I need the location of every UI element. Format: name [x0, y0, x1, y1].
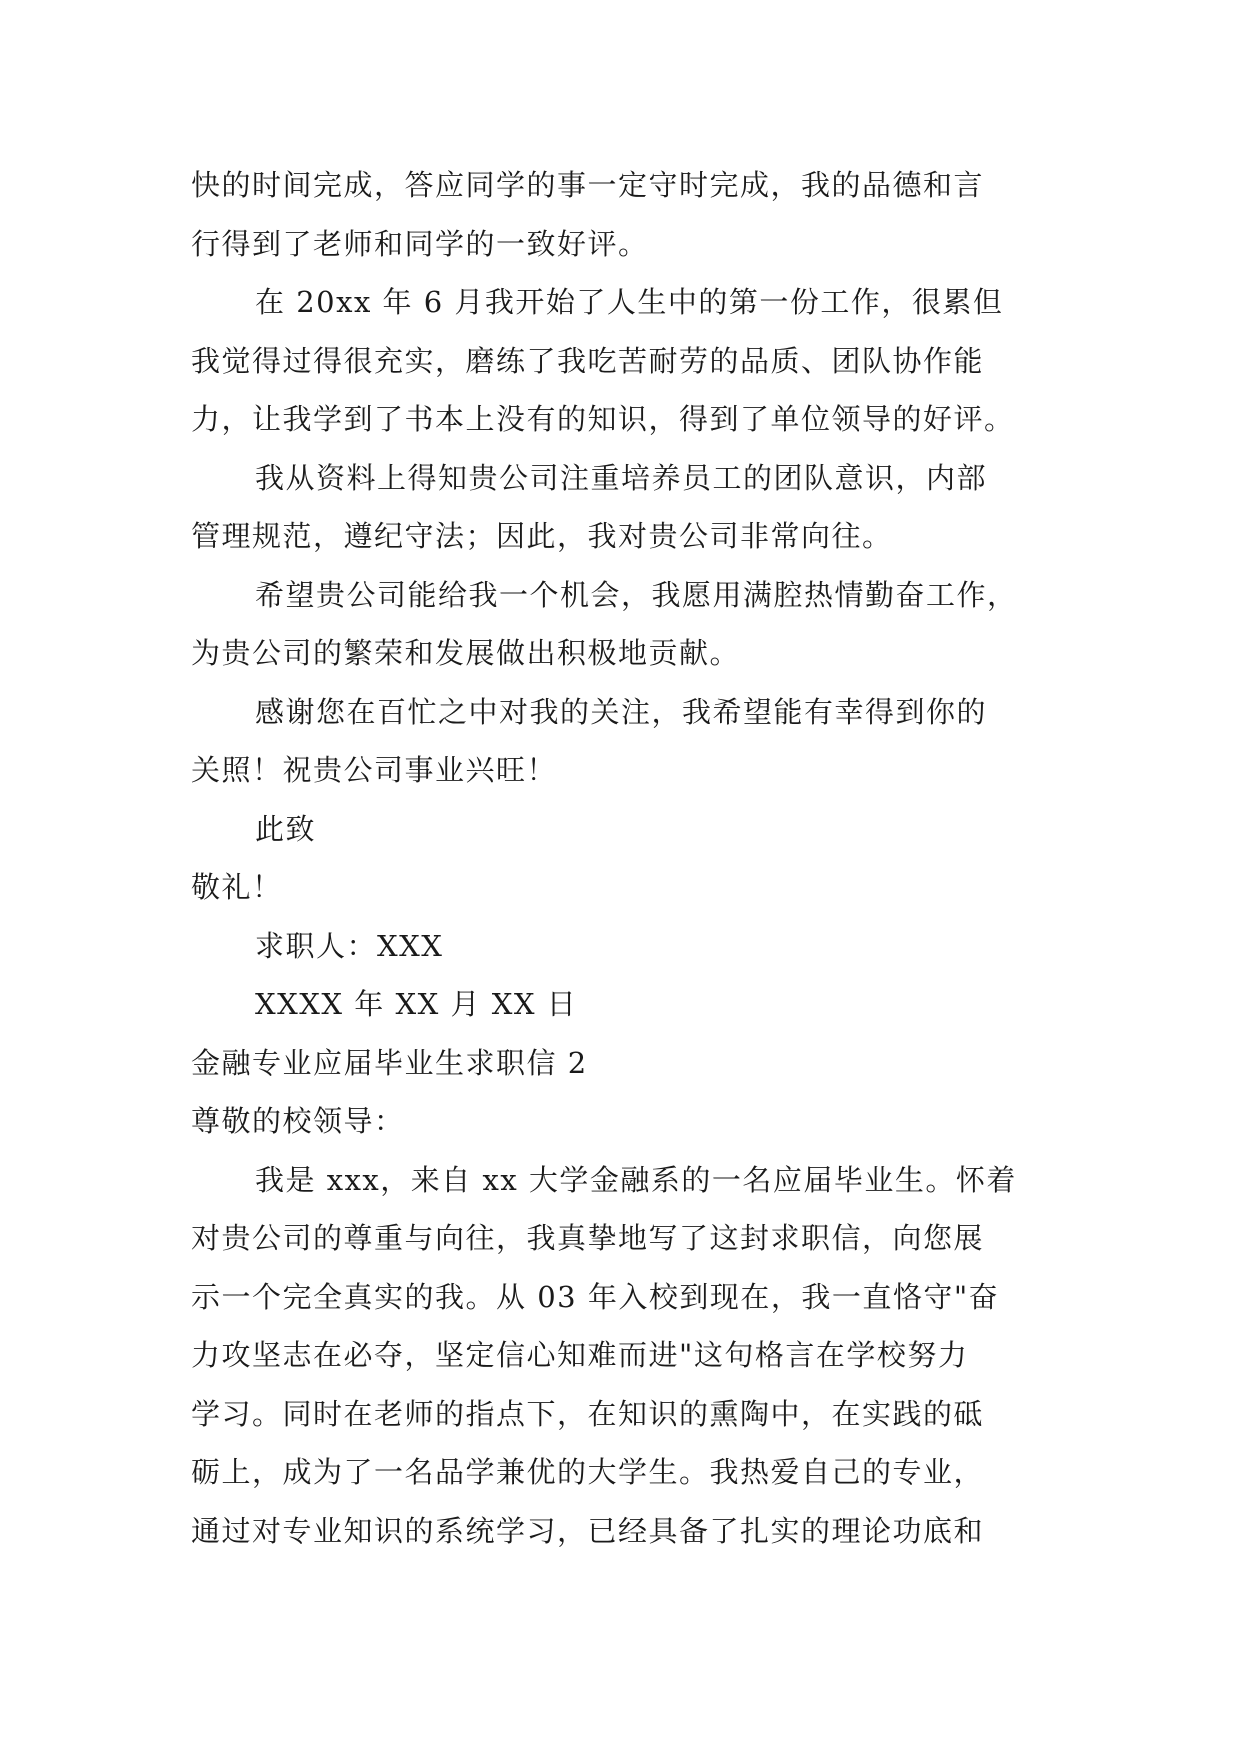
text-line: 快的时间完成，答应同学的事一定守时完成，我的品德和言	[191, 168, 985, 202]
text-line: 为贵公司的繁荣和发展做出积极地贡献。	[191, 636, 741, 670]
applicant-signature: 求职人：XXX	[255, 928, 444, 963]
closing-regards: 敬礼！	[191, 870, 283, 904]
text-line: 希望贵公司能给我一个机会，我愿用满腔热情勤奋工作，	[255, 577, 1018, 612]
text-line: 我从资料上得知贵公司注重培养员工的团队意识，内部	[255, 460, 988, 495]
text-line: 我觉得过得很充实，磨练了我吃苦耐劳的品质、团队协作能	[191, 343, 985, 378]
text-line: 力攻坚志在必夺，坚定信心知难而进"这句格言在学校努力	[191, 1338, 969, 1372]
greeting: 尊敬的校领导：	[191, 1104, 405, 1138]
text-line: 关照！祝贵公司事业兴旺！	[191, 753, 558, 787]
letter-body	[191, 156, 1061, 1560]
text-line: 在 20xx 年 6 月我开始了人生中的第一份工作，很累但	[255, 285, 1004, 319]
text-line: 行得到了老师和同学的一致好评。	[191, 226, 649, 261]
text-line: 力，让我学到了书本上没有的知识，得到了单位领导的好评。	[191, 402, 1015, 436]
text-line: 示一个完全真实的我。从 03 年入校到现在，我一直恪守"奋	[191, 1279, 1000, 1314]
text-line: 学习。同时在老师的指点下，在知识的熏陶中，在实践的砥	[191, 1396, 985, 1431]
text-line: 我是 xxx，来自 xx 大学金融系的一名应届毕业生。怀着	[255, 1162, 1017, 1197]
text-line: 对贵公司的尊重与向往，我真挚地写了这封求职信，向您展	[191, 1221, 985, 1255]
letter-date: XXXX 年 XX 月 XX 日	[255, 987, 578, 1021]
section-title: 金融专业应届毕业生求职信 2	[191, 1045, 588, 1080]
text-line: 通过对专业知识的系统学习，已经具备了扎实的理论功底和	[191, 1513, 985, 1548]
text-line: 砺上，成为了一名品学兼优的大学生。我热爱自己的专业，	[191, 1455, 985, 1489]
text-line: 管理规范，遵纪守法；因此，我对贵公司非常向往。	[191, 519, 893, 553]
text-line: 感谢您在百忙之中对我的关注，我希望能有幸得到你的	[255, 694, 988, 729]
closing-salutation: 此致	[255, 811, 317, 846]
